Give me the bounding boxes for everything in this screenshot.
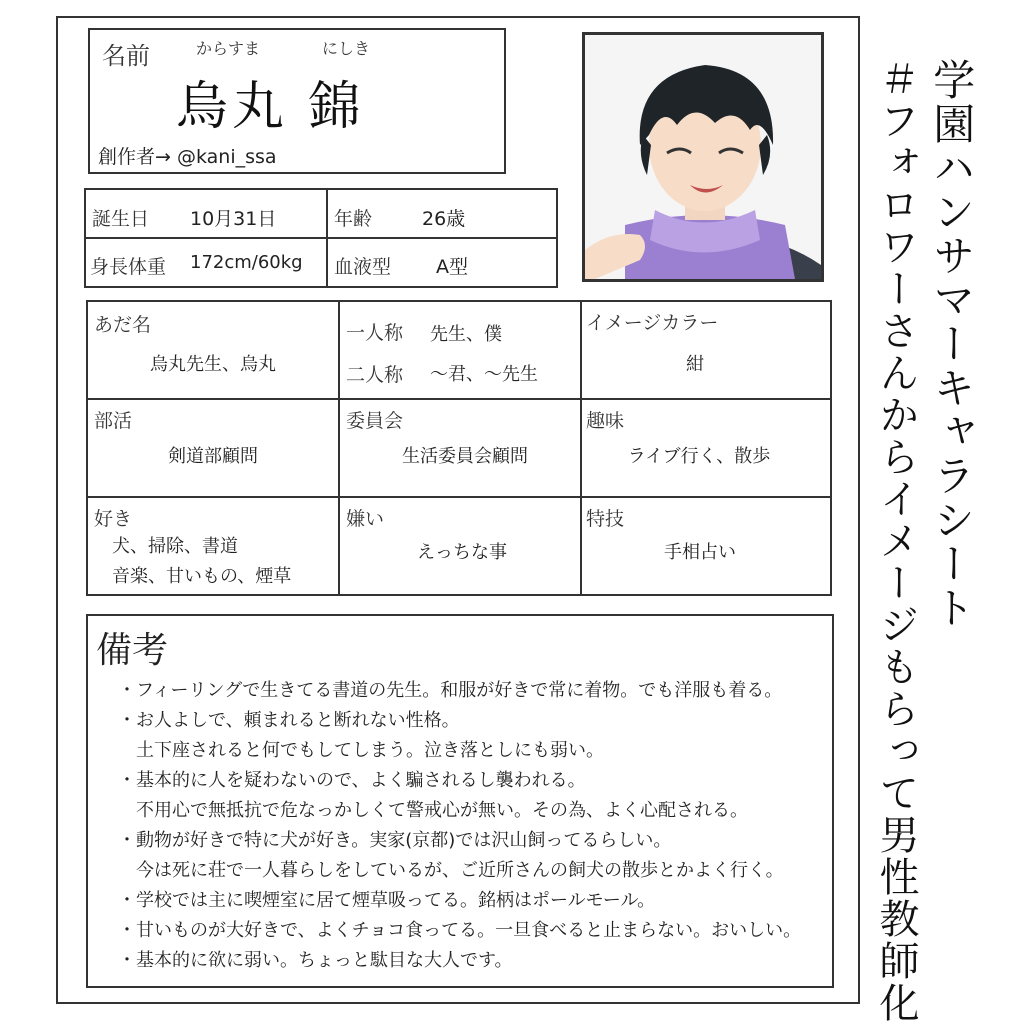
- hobby-label: 趣味: [586, 410, 625, 432]
- nickname-value: 烏丸先生、烏丸: [150, 354, 276, 375]
- committee-label: 委員会: [346, 410, 404, 432]
- committee-value: 生活委員会顧問: [402, 446, 528, 467]
- note-line: ・甘いものが大好きで、よくチョコ食ってる。一旦食べると止まらない。おいしい。: [118, 920, 802, 941]
- character-portrait: [585, 35, 821, 279]
- stats-divider-v: [326, 190, 328, 286]
- info-grid: [86, 300, 832, 596]
- creator-credit: 創作者→ @kani_ssa: [98, 146, 277, 168]
- age-label: 年齢: [334, 208, 373, 230]
- grid-line-h1: [88, 398, 830, 400]
- likes-label: 好き: [94, 508, 133, 530]
- likes-value-2: 音楽、甘いもの、煙草: [112, 566, 292, 587]
- note-line: 不用心で無抵抗で危なっかしくて警戒心が無い。その為、よく心配される。: [118, 800, 748, 821]
- note-line: ・フィーリングで生きてる書道の先生。和服が好きで常に着物。でも洋服も着る。: [118, 680, 783, 701]
- first-person-value: 先生、僕: [430, 324, 502, 345]
- note-line: ・お人よしで、頼まれると断れない性格。: [118, 710, 460, 731]
- note-line: 土下座されると何でもしてしまう。泣き落としにも弱い。: [118, 740, 604, 761]
- stats-table: [84, 188, 558, 288]
- height-weight-value: 172cm/60kg: [190, 252, 303, 273]
- hobby-value: ライブ行く、散歩: [627, 446, 771, 467]
- blood-type-label: 血液型: [334, 256, 392, 278]
- notes-title: 備考: [96, 630, 169, 671]
- name-label: 名前: [102, 42, 150, 70]
- grid-line-h2: [88, 496, 830, 498]
- note-line: ・基本的に人を疑わないので、よく騙されるし襲われる。: [118, 770, 586, 791]
- special-skill-label: 特技: [586, 508, 625, 530]
- side-hashtag: ＃フォロワーさんからイメージもらって男性教師化: [873, 58, 919, 1024]
- note-line: ・動物が好きで特に犬が好き。実家(京都)では沢山飼ってるらしい。: [118, 830, 672, 851]
- side-title: 学園ハンサマーキャラシート: [927, 58, 977, 630]
- nickname-label: あだ名: [94, 314, 152, 336]
- age-value: 26歳: [422, 208, 466, 230]
- first-person-label: 一人称: [346, 322, 404, 344]
- birthday-label: 誕生日: [92, 208, 150, 230]
- club-value: 剣道部顧問: [168, 446, 258, 467]
- character-name: 烏丸 錦: [176, 77, 365, 137]
- note-line: ・基本的に欲に弱い。ちょっと駄目な大人です。: [118, 950, 513, 971]
- second-person-value: 〜君、〜先生: [430, 364, 538, 385]
- height-weight-label: 身長体重: [90, 256, 167, 278]
- stats-divider-h: [86, 237, 556, 239]
- special-skill-value: 手相占い: [664, 542, 736, 563]
- note-line: 今は死に荘で一人暮らしをしているが、ご近所さんの飼犬の散歩とかよく行く。: [118, 860, 784, 881]
- dislikes-label: 嫌い: [346, 508, 385, 530]
- name-ruby-given: にしき: [322, 39, 371, 58]
- note-line: ・学校では主に喫煙室に居て煙草吸ってる。銘柄はポールモール。: [118, 890, 656, 911]
- likes-value-1: 犬、掃除、書道: [112, 536, 238, 557]
- name-ruby-family: からすま: [196, 39, 261, 58]
- image-color-value: 紺: [686, 354, 704, 375]
- birthday-value: 10月31日: [190, 208, 277, 230]
- image-color-label: イメージカラー: [586, 312, 719, 334]
- blood-type-value: A型: [436, 256, 468, 278]
- notes-box: [86, 614, 834, 988]
- dislikes-value: えっちな事: [417, 542, 507, 563]
- club-label: 部活: [94, 410, 133, 432]
- name-box: [88, 28, 506, 174]
- portrait-frame: [582, 32, 824, 282]
- second-person-label: 二人称: [346, 364, 404, 386]
